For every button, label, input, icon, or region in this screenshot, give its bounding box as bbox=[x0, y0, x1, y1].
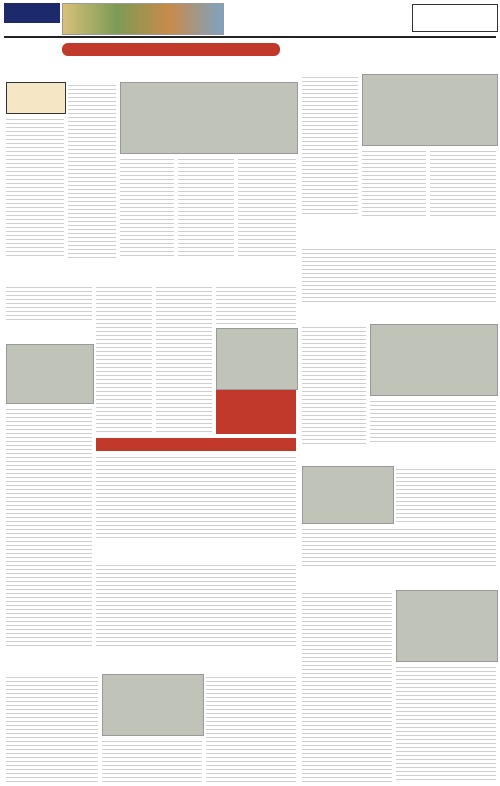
story12-photo bbox=[102, 674, 204, 736]
story1-col2 bbox=[68, 82, 116, 258]
story11-photo bbox=[396, 590, 498, 662]
masthead-logo bbox=[4, 3, 60, 23]
story2-col1 bbox=[302, 74, 358, 216]
story12-col1 bbox=[6, 674, 98, 782]
story1-kicker bbox=[62, 43, 280, 56]
story9-photo bbox=[302, 466, 394, 524]
story6-body bbox=[6, 406, 92, 646]
story1-photo bbox=[120, 82, 298, 154]
story8-body bbox=[96, 454, 296, 540]
story1-col1 bbox=[6, 116, 64, 258]
story7-photo bbox=[370, 324, 498, 396]
story7-col2 bbox=[370, 398, 496, 444]
story12-col2 bbox=[102, 738, 202, 782]
story5-col2 bbox=[156, 284, 212, 434]
story1-col4 bbox=[178, 156, 234, 258]
story1-col3 bbox=[120, 156, 174, 258]
masthead bbox=[4, 3, 60, 33]
story11-col1 bbox=[302, 590, 392, 782]
story2-col2 bbox=[362, 148, 426, 216]
story5-photo bbox=[216, 328, 298, 390]
story11-col2 bbox=[396, 664, 496, 782]
story12-col3 bbox=[206, 674, 296, 782]
date-box bbox=[412, 4, 498, 32]
story8-headline bbox=[96, 438, 296, 451]
story7-col1 bbox=[302, 324, 366, 444]
story3-body bbox=[302, 246, 496, 302]
story5-col1 bbox=[96, 284, 152, 434]
story10-body bbox=[96, 562, 296, 646]
story2-col3 bbox=[430, 148, 496, 216]
masthead-rule bbox=[4, 36, 496, 38]
story1-col5 bbox=[238, 156, 296, 258]
story5-col3 bbox=[216, 284, 296, 324]
masthead-banner-image bbox=[62, 3, 224, 35]
story5-photo-caption bbox=[216, 390, 296, 434]
story9-col2 bbox=[302, 526, 496, 566]
story6-photo bbox=[6, 344, 94, 404]
story9-col1 bbox=[396, 466, 496, 522]
story4-body bbox=[6, 284, 92, 320]
story2-photo bbox=[362, 74, 498, 146]
story1-sidebar bbox=[6, 82, 66, 114]
